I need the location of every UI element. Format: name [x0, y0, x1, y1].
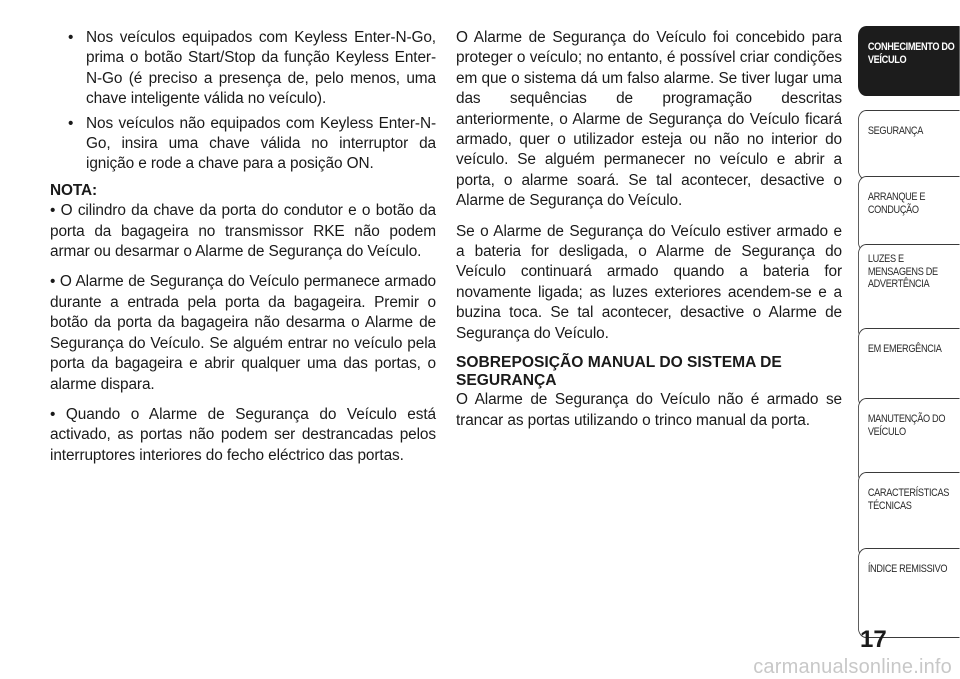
bullet-item: [50, 114, 436, 175]
tab-arranque-e-conducao[interactable]: ARRANQUE E CONDUÇÃO: [858, 176, 960, 252]
tab-seguranca[interactable]: SEGURANÇA: [858, 110, 960, 180]
nota-label: NOTA:: [50, 181, 98, 199]
bullet-glyph: •: [68, 114, 74, 132]
paragraph: O Alarme de Segurança do Veículo não é armado se trancar as portas utilizando o trinco manual da porta.: [456, 391, 842, 429]
tab-conhecimento-do-veiculo[interactable]: CONHECIMENTO DO VEÍCULO: [858, 26, 960, 96]
right-column: [456, 28, 842, 441]
bullet-glyph: •: [68, 29, 74, 46]
tab-luzes-e-mensagens[interactable]: LUZES E MENSAGENS DE ADVERTÊNCIA: [858, 244, 960, 340]
tab-caracteristicas-tecnicas[interactable]: CARACTERÍSTICAS TÉCNICAS: [858, 472, 960, 558]
tab-indice-remissivo[interactable]: ÍNDICE REMISSIVO: [858, 548, 960, 638]
left-column: [50, 28, 436, 476]
tab-manutencao-do-veiculo[interactable]: MANUTENÇÃO DO VEÍCULO: [858, 398, 960, 484]
bullet-text: Nos veículos não equipados com Keyless Enter-N-Go, insira uma chave válida no interruptor da ignição e rode a chave para a posição ON.: [86, 114, 436, 173]
tab-em-emergencia[interactable]: EM EMERGÊNCIA: [858, 328, 960, 408]
section-heading: SOBREPOSIÇÃO MANUAL DO SISTEMA DE SEGURANÇA: [456, 354, 782, 390]
watermark: carmanualsonline.info: [753, 656, 952, 678]
nota-item: • O cilindro da chave da porta do condutor e o botão da porta da bagageira no transmissor RKE não podem armar ou desarmar o Alarme de Segurança do Veículo.: [50, 202, 436, 261]
nota-item: • Quando o Alarme de Segurança do Veículo está activado, as portas não podem ser destrancadas pelos interruptores interiores do fecho eléctrico das portas.: [50, 405, 436, 464]
paragraph: O Alarme de Segurança do Veículo foi concebido para proteger o veículo; no entanto, é possível criar condições em que o sistema dá um falso alarme. Se tiver lugar uma das sequências de programação descritas anteriormente, o Alarme de Segurança do Veículo ficará armado, quer o utilizador esteja ou não no interior do veículo. Se alguém permanecer no veículo e abrir a porta, o alarme soará. Se tal acontecer, desactive o Alarme de Segurança do Veículo.: [456, 29, 842, 210]
bullet-text: Nos veículos equipados com Keyless Enter-N-Go, prima o botão Start/Stop da função Keyless Enter-N-Go (é preciso a presença de, pelo menos, uma chave inteligente válida no veículo).: [86, 29, 436, 108]
page-number: 17: [860, 626, 887, 653]
bullet-item: [50, 28, 436, 110]
nota-item: • O Alarme de Segurança do Veículo permanece armado durante a entrada pela porta da bagageira. Premir o botão da porta da bagageira não desarma o Alarme de Segurança do Veículo. Se alguém entrar no veículo pela porta da bagageira e abrir qualquer uma das portas, o alarme dispara.: [50, 273, 436, 393]
paragraph: Se o Alarme de Segurança do Veículo estiver armado e a bateria for desligada, o Alarme de Segurança do Veículo continuará armado quando a bateria for novamente ligada; as luzes exteriores acendem-se e a buzina toca. Se tal acontecer, desactive o Alarme de Segurança do Veículo.: [456, 222, 842, 342]
